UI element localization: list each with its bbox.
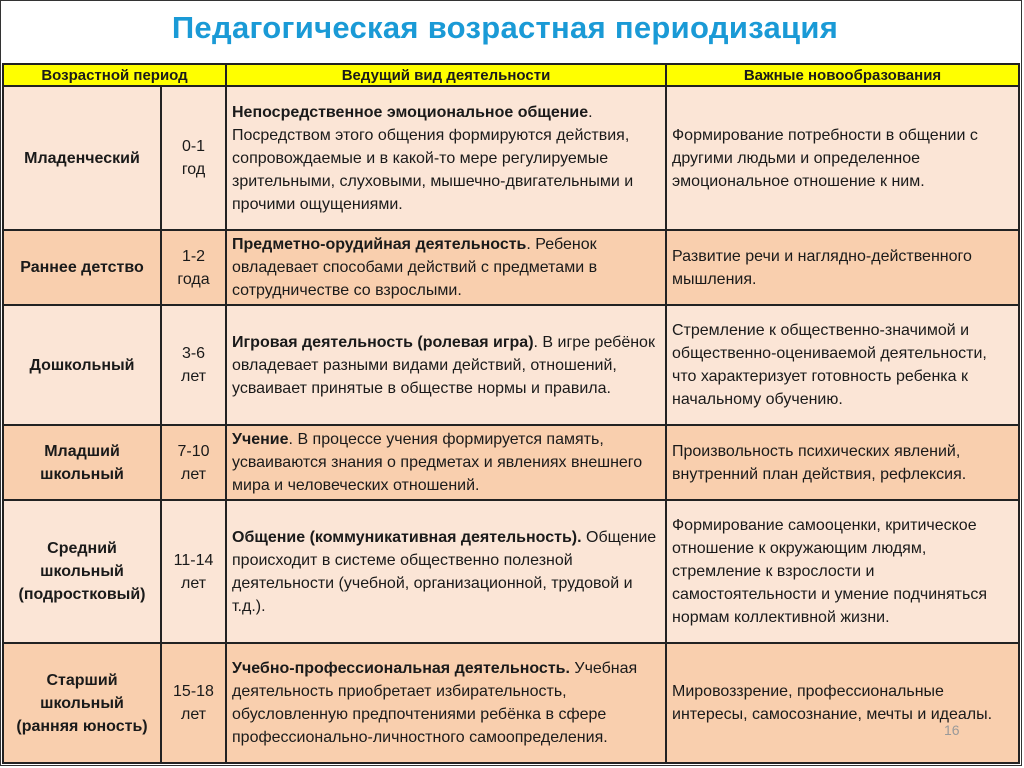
formations-cell: Мировоззрение, профессиональные интересы, самосознание, мечты и идеалы.: [666, 643, 1019, 763]
activity-title: Учение: [232, 431, 289, 448]
header-period: Возрастной период: [3, 64, 226, 86]
activity-cell: [226, 305, 666, 425]
age-range: 7-10: [177, 442, 210, 460]
age-range: 15-18: [173, 683, 214, 700]
age-unit: лет: [180, 465, 207, 483]
age-range: 11-14: [173, 551, 214, 569]
activity-title: Предметно-орудийная деятельность: [232, 236, 527, 253]
activity-description: . В игре ребёнок овладевает разными видами действий, отношений, усваивает принятые в обществе нормы и правила.: [232, 333, 655, 397]
age-unit: год: [181, 161, 206, 178]
formations-cell: Формирование самооценки, критическое отношение к окружающим людям, стремление к взрослости и самостоятельности и умение подчиняться нормам коллективной жизни.: [666, 500, 1019, 643]
table-row: [3, 230, 1019, 305]
formations-cell: Развитие речи и наглядно-действенного мышления.: [666, 230, 1019, 305]
age-unit: года: [177, 270, 210, 288]
age-cell: [161, 305, 226, 425]
activity-cell: [226, 86, 666, 230]
age-range: 3-6: [181, 345, 206, 362]
activity-title: Учебно-профессиональная деятельность.: [232, 660, 570, 677]
age-cell: [161, 500, 226, 643]
header-formations: Важные новообразования: [666, 64, 1019, 86]
period-cell: Раннее детство: [3, 230, 161, 305]
slide-title: Педагогическая возрастная периодизация: [171, 10, 839, 45]
activity-cell: [226, 425, 666, 500]
activity-description: . Ребенок овладевает способами действий с предметами в сотрудничестве со взрослыми.: [232, 236, 598, 299]
activity-title: Общение (коммуникативная деятельность).: [232, 528, 582, 546]
age-cell: [161, 425, 226, 500]
table-row: [3, 425, 1019, 500]
table-row: [3, 500, 1019, 643]
activity-title: Непосредственное эмоциональное общение: [232, 103, 589, 121]
age-range: 1-2: [181, 247, 206, 265]
activity-description: . Посредством этого общения формируются действия, сопровождаемые и в какой-то мере регулируемые зрительными, слуховыми, мышечно-двигательными и прочими ощущениями.: [232, 103, 634, 213]
periodization-table: [2, 63, 1020, 764]
period-cell: Младенческий: [3, 86, 161, 230]
activity-title: Игровая деятельность (ролевая игра): [232, 333, 534, 351]
table-row: [3, 305, 1019, 425]
age-unit: лет: [180, 706, 207, 723]
period-cell: Младший школьный: [3, 425, 161, 500]
header-activity: Ведущий вид деятельности: [226, 64, 666, 86]
table-header-row: [3, 64, 1019, 86]
formations-cell: Формирование потребности в общении с другими людьми и определенное эмоциональное отношение к ним.: [666, 86, 1019, 230]
activity-cell: [226, 500, 666, 643]
activity-cell: [226, 643, 666, 763]
age-cell: [161, 230, 226, 305]
age-range: 0-1: [181, 138, 206, 155]
age-unit: лет: [180, 574, 207, 592]
formations-cell: Произвольность психических явлений, внутренний план действия, рефлексия.: [666, 425, 1019, 500]
page-number: 16: [944, 722, 960, 738]
period-cell: Средний школьный (подростковый): [3, 500, 161, 643]
age-cell: [161, 643, 226, 763]
activity-description: Общение происходит в системе общественно полезной деятельности (учебной, организационной, трудовой и т.д.).: [232, 528, 657, 615]
activity-cell: [226, 230, 666, 305]
activity-description: . В процессе учения формируется память, усваиваются знания о предметах и явлениях внешнего мира и человеческих отношений.: [232, 431, 643, 494]
period-cell: Старший школьный (ранняя юность): [3, 643, 161, 763]
period-cell: Дошкольный: [3, 305, 161, 425]
formations-cell: Стремление к общественно-значимой и общественно-оцениваемой деятельности, что характеризует готовность ребенка к начальному обучению.: [666, 305, 1019, 425]
activity-description: Учебная деятельность приобретает избирательность, обусловленную предпочтениями ребёнка в сфере профессионально-личностного самоопределения.: [232, 660, 638, 746]
age-unit: лет: [180, 368, 207, 385]
age-cell: [161, 86, 226, 230]
table-row: [3, 643, 1019, 763]
table-row: [3, 86, 1019, 230]
